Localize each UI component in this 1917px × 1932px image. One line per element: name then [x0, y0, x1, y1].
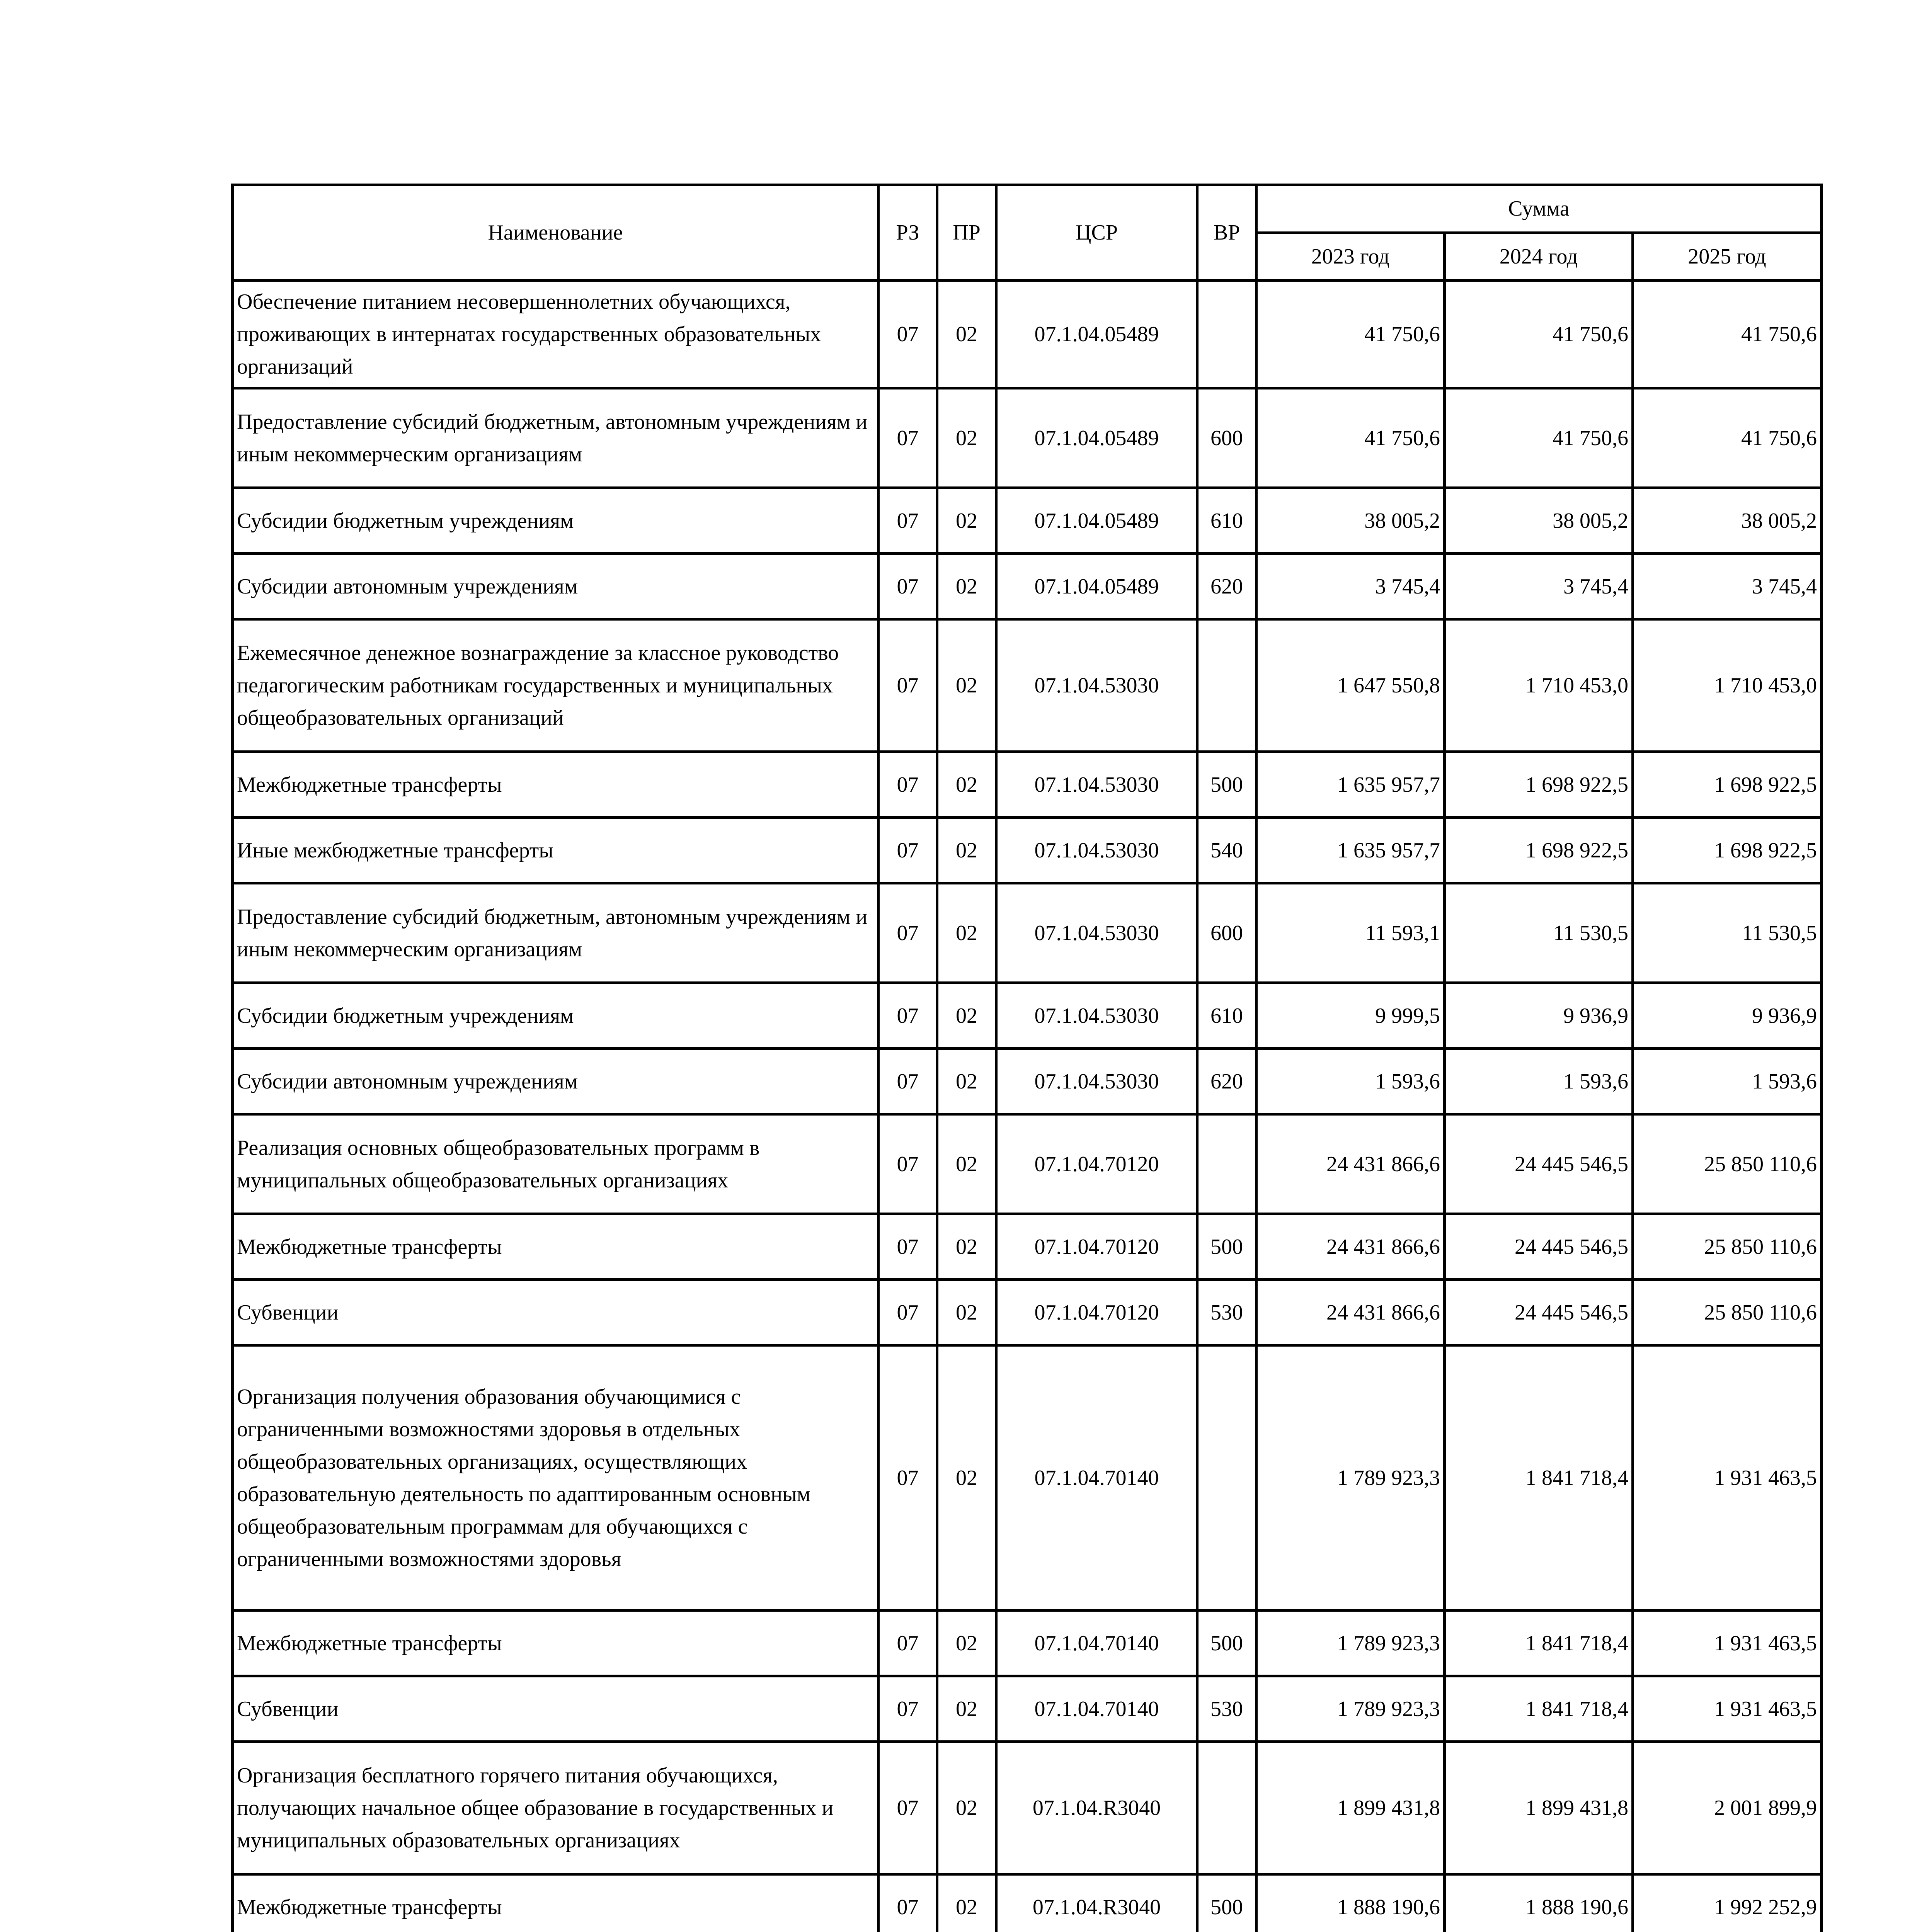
row-sum-2023: 11 593,1 [1256, 883, 1445, 983]
row-sum-2023: 1 888 190,6 [1256, 1874, 1445, 1932]
row-sum-2025: 25 850 110,6 [1633, 1214, 1822, 1280]
row-sum-2025: 1 593,6 [1633, 1049, 1822, 1114]
row-sum-2024: 1 841 718,4 [1445, 1611, 1633, 1676]
header-vr: ВР [1197, 185, 1256, 281]
row-pr: 02 [937, 818, 996, 883]
header-row-1 [233, 185, 1822, 233]
row-vr: 620 [1197, 554, 1256, 619]
row-pr: 02 [937, 281, 996, 388]
row-rz: 07 [878, 1611, 937, 1676]
table-row [233, 983, 1822, 1049]
row-sum-2023: 9 999,5 [1256, 983, 1445, 1049]
header-pr: ПР [937, 185, 996, 281]
row-rz: 07 [878, 883, 937, 983]
row-sum-2023: 1 789 923,3 [1256, 1345, 1445, 1611]
row-sum-2023: 38 005,2 [1256, 488, 1445, 554]
row-sum-2023: 3 745,4 [1256, 554, 1445, 619]
row-rz: 07 [878, 1742, 937, 1874]
row-rz: 07 [878, 1345, 937, 1611]
row-vr: 600 [1197, 388, 1256, 488]
row-sum-2023: 24 431 866,6 [1256, 1114, 1445, 1214]
table-row [233, 1049, 1822, 1114]
row-sum-2024: 41 750,6 [1445, 281, 1633, 388]
row-csr: 07.1.04.R3040 [996, 1742, 1197, 1874]
row-sum-2024: 41 750,6 [1445, 388, 1633, 488]
row-rz: 07 [878, 281, 937, 388]
row-vr: 600 [1197, 883, 1256, 983]
row-vr: 610 [1197, 488, 1256, 554]
row-sum-2023: 1 635 957,7 [1256, 752, 1445, 818]
row-name: Предоставление субсидий бюджетным, автономным учреждениям и иным некоммерческим организациям [233, 388, 878, 488]
row-sum-2025: 1 931 463,5 [1633, 1345, 1822, 1611]
row-sum-2023: 24 431 866,6 [1256, 1214, 1445, 1280]
row-sum-2024: 1 899 431,8 [1445, 1742, 1633, 1874]
row-vr [1197, 281, 1256, 388]
row-vr [1197, 619, 1256, 752]
row-sum-2025: 3 745,4 [1633, 554, 1822, 619]
row-rz: 07 [878, 1280, 937, 1345]
row-sum-2024: 1 841 718,4 [1445, 1345, 1633, 1611]
row-name: Организация получения образования обучающимися с ограниченными возможностями здоровья в отдельных общеобразовательных организациях, осуществляющих образовательную деятельность по адаптированным основным общеобразовательным программам для обучающихся с ограниченными возможностями здоровья [233, 1345, 878, 1611]
row-name: Межбюджетные трансферты [233, 1214, 878, 1280]
row-pr: 02 [937, 1611, 996, 1676]
row-vr: 540 [1197, 818, 1256, 883]
row-sum-2024: 1 841 718,4 [1445, 1676, 1633, 1742]
table-row [233, 752, 1822, 818]
row-sum-2023: 1 789 923,3 [1256, 1611, 1445, 1676]
row-csr: 07.1.04.53030 [996, 752, 1197, 818]
row-sum-2023: 1 899 431,8 [1256, 1742, 1445, 1874]
row-name: Межбюджетные трансферты [233, 1611, 878, 1676]
row-vr: 500 [1197, 1874, 1256, 1932]
row-csr: 07.1.04.05489 [996, 281, 1197, 388]
row-sum-2025: 1 710 453,0 [1633, 619, 1822, 752]
row-sum-2025: 1 992 252,9 [1633, 1874, 1822, 1932]
table-row [233, 1114, 1822, 1214]
row-sum-2025: 25 850 110,6 [1633, 1114, 1822, 1214]
row-sum-2023: 1 789 923,3 [1256, 1676, 1445, 1742]
row-rz: 07 [878, 488, 937, 554]
row-csr: 07.1.04.R3040 [996, 1874, 1197, 1932]
row-vr: 620 [1197, 1049, 1256, 1114]
table-row [233, 1280, 1822, 1345]
row-pr: 02 [937, 1280, 996, 1345]
row-name: Субсидии автономным учреждениям [233, 1049, 878, 1114]
table-row [233, 1214, 1822, 1280]
table-row [233, 281, 1822, 388]
row-sum-2025: 1 698 922,5 [1633, 752, 1822, 818]
row-sum-2025: 2 001 899,9 [1633, 1742, 1822, 1874]
row-vr [1197, 1345, 1256, 1611]
row-vr: 530 [1197, 1280, 1256, 1345]
row-rz: 07 [878, 1114, 937, 1214]
row-sum-2025: 25 850 110,6 [1633, 1280, 1822, 1345]
row-vr: 610 [1197, 983, 1256, 1049]
row-rz: 07 [878, 1049, 937, 1114]
row-sum-2024: 3 745,4 [1445, 554, 1633, 619]
row-sum-2025: 9 936,9 [1633, 983, 1822, 1049]
row-sum-2023: 1 593,6 [1256, 1049, 1445, 1114]
row-csr: 07.1.04.53030 [996, 983, 1197, 1049]
row-name: Межбюджетные трансферты [233, 1874, 878, 1932]
row-name: Субсидии автономным учреждениям [233, 554, 878, 619]
row-sum-2024: 24 445 546,5 [1445, 1214, 1633, 1280]
table-row [233, 883, 1822, 983]
row-sum-2025: 1 698 922,5 [1633, 818, 1822, 883]
row-vr: 500 [1197, 752, 1256, 818]
row-sum-2023: 24 431 866,6 [1256, 1280, 1445, 1345]
row-pr: 02 [937, 554, 996, 619]
table-row [233, 554, 1822, 619]
row-csr: 07.1.04.70140 [996, 1611, 1197, 1676]
row-name: Субсидии бюджетным учреждениям [233, 488, 878, 554]
header-name: Наименование [233, 185, 878, 281]
row-vr: 500 [1197, 1611, 1256, 1676]
header-rz: РЗ [878, 185, 937, 281]
row-pr: 02 [937, 488, 996, 554]
table-row [233, 1345, 1822, 1611]
row-pr: 02 [937, 1214, 996, 1280]
row-csr: 07.1.04.53030 [996, 619, 1197, 752]
row-sum-2025: 38 005,2 [1633, 488, 1822, 554]
row-name: Субвенции [233, 1280, 878, 1345]
row-sum-2025: 41 750,6 [1633, 388, 1822, 488]
row-sum-2024: 1 593,6 [1445, 1049, 1633, 1114]
row-pr: 02 [937, 619, 996, 752]
row-rz: 07 [878, 983, 937, 1049]
row-vr: 500 [1197, 1214, 1256, 1280]
row-rz: 07 [878, 752, 937, 818]
row-pr: 02 [937, 1049, 996, 1114]
row-sum-2023: 1 647 550,8 [1256, 619, 1445, 752]
row-csr: 07.1.04.70120 [996, 1280, 1197, 1345]
header-sum: Сумма [1256, 185, 1822, 233]
header-csr: ЦСР [996, 185, 1197, 281]
row-csr: 07.1.04.70120 [996, 1214, 1197, 1280]
row-name: Организация бесплатного горячего питания обучающихся, получающих начальное общее образование в государственных и муниципальных образовательных организациях [233, 1742, 878, 1874]
row-pr: 02 [937, 1114, 996, 1214]
row-rz: 07 [878, 818, 937, 883]
row-sum-2023: 1 635 957,7 [1256, 818, 1445, 883]
row-name: Ежемесячное денежное вознаграждение за классное руководство педагогическим работникам государственных и муниципальных общеобразовательных организаций [233, 619, 878, 752]
row-csr: 07.1.04.70120 [996, 1114, 1197, 1214]
row-rz: 07 [878, 554, 937, 619]
row-sum-2023: 41 750,6 [1256, 281, 1445, 388]
row-pr: 02 [937, 1345, 996, 1611]
row-sum-2024: 1 710 453,0 [1445, 619, 1633, 752]
row-name: Субсидии бюджетным учреждениям [233, 983, 878, 1049]
row-csr: 07.1.04.53030 [996, 1049, 1197, 1114]
row-csr: 07.1.04.05489 [996, 488, 1197, 554]
row-sum-2025: 1 931 463,5 [1633, 1611, 1822, 1676]
table-row [233, 818, 1822, 883]
row-sum-2025: 1 931 463,5 [1633, 1676, 1822, 1742]
row-rz: 07 [878, 619, 937, 752]
row-sum-2024: 9 936,9 [1445, 983, 1633, 1049]
row-vr [1197, 1114, 1256, 1214]
row-sum-2024: 38 005,2 [1445, 488, 1633, 554]
row-csr: 07.1.04.70140 [996, 1345, 1197, 1611]
row-pr: 02 [937, 388, 996, 488]
row-name: Субвенции [233, 1676, 878, 1742]
row-sum-2025: 11 530,5 [1633, 883, 1822, 983]
table-row [233, 619, 1822, 752]
row-vr [1197, 1742, 1256, 1874]
row-sum-2023: 41 750,6 [1256, 388, 1445, 488]
row-vr: 530 [1197, 1676, 1256, 1742]
table-row [233, 1611, 1822, 1676]
row-rz: 07 [878, 1676, 937, 1742]
row-csr: 07.1.04.70140 [996, 1676, 1197, 1742]
header-year-2025: 2025 год [1633, 233, 1822, 281]
budget-table [231, 184, 1823, 1932]
table-row [233, 1676, 1822, 1742]
row-csr: 07.1.04.53030 [996, 818, 1197, 883]
row-name: Иные межбюджетные трансферты [233, 818, 878, 883]
row-sum-2024: 1 888 190,6 [1445, 1874, 1633, 1932]
row-rz: 07 [878, 1874, 937, 1932]
row-csr: 07.1.04.05489 [996, 554, 1197, 619]
row-rz: 07 [878, 388, 937, 488]
table-row [233, 1874, 1822, 1932]
row-pr: 02 [937, 1742, 996, 1874]
header-year-2023: 2023 год [1256, 233, 1445, 281]
table-row [233, 488, 1822, 554]
row-sum-2025: 41 750,6 [1633, 281, 1822, 388]
row-name: Обеспечение питанием несовершеннолетних обучающихся, проживающих в интернатах государственных образовательных организаций [233, 281, 878, 388]
row-name: Межбюджетные трансферты [233, 752, 878, 818]
table-header [233, 185, 1822, 281]
row-sum-2024: 1 698 922,5 [1445, 818, 1633, 883]
row-sum-2024: 11 530,5 [1445, 883, 1633, 983]
row-sum-2024: 24 445 546,5 [1445, 1280, 1633, 1345]
row-pr: 02 [937, 883, 996, 983]
row-rz: 07 [878, 1214, 937, 1280]
table-row [233, 388, 1822, 488]
row-pr: 02 [937, 752, 996, 818]
row-sum-2024: 24 445 546,5 [1445, 1114, 1633, 1214]
table-row [233, 1742, 1822, 1874]
row-csr: 07.1.04.53030 [996, 883, 1197, 983]
row-pr: 02 [937, 1874, 996, 1932]
row-pr: 02 [937, 983, 996, 1049]
row-sum-2024: 1 698 922,5 [1445, 752, 1633, 818]
row-name: Предоставление субсидий бюджетным, автономным учреждениям и иным некоммерческим организациям [233, 883, 878, 983]
table-body [233, 281, 1822, 1932]
row-name: Реализация основных общеобразовательных программ в муниципальных общеобразовательных организациях [233, 1114, 878, 1214]
header-year-2024: 2024 год [1445, 233, 1633, 281]
row-pr: 02 [937, 1676, 996, 1742]
row-csr: 07.1.04.05489 [996, 388, 1197, 488]
